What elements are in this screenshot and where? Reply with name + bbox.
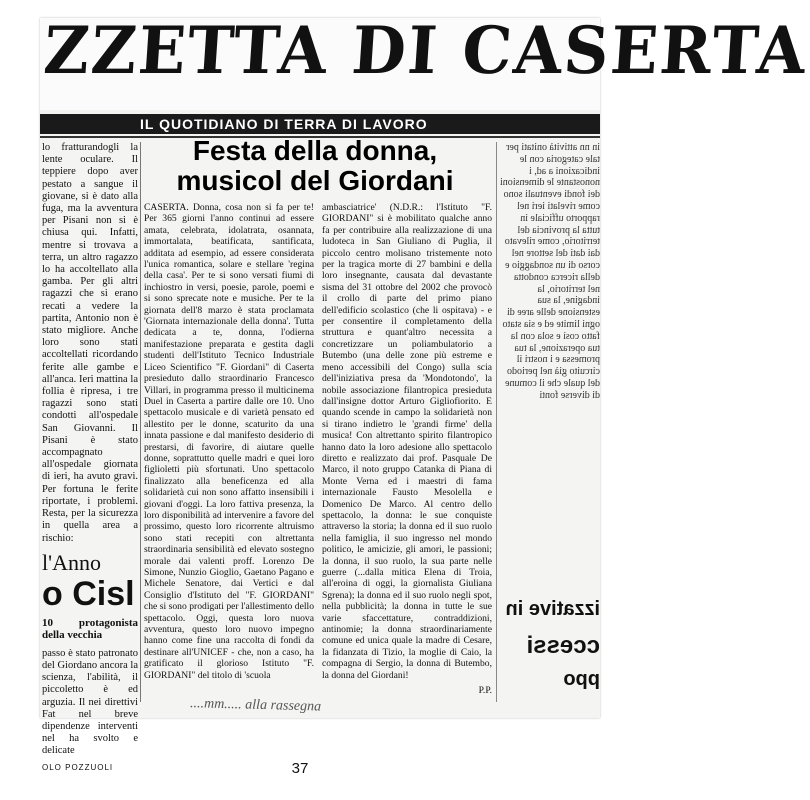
left-headline-2: o Cisl [42,574,135,613]
left-dek: 10 protagonista della vecchia [42,616,138,642]
article-column-1-text: CASERTA. Donna, cosa non si fa per te! Per 365 giorni l'anno continui ad essere amata, celebrata, idolatrata, osannata, immortalata, beatificata, santificata, additata ad esempio, ad essere considerata l'unica romantica, solare e stellare 'regina della casa'. Per te si sono versati fiumi di inchiostro in versi, poesie, parole, poemi e si sono sprecate note e musiche. Per te la giornata dell'8 marzo è stata proclamata 'Giornata internazionale della donna'. Tutta dedicata a te, donna, l'odierna manifestazione preparata e gestita dagli studenti dell'Istituto Tecnico Industriale Liceo Scientifico "F. Giordani" di Caserta presieduto dallo straordinario Francesco Villari, in programma presso il multicinema Duel in Caserta a partire dalle ore 10. Uno spettacolo musicale e di varietà pensato ed allestito per le donne, scaturito da una innata passione e dal manifesto desiderio di prestarsi, di favorire, di aiutare quelle donne, soprattutto quelle madri e quei loro figlioletti più sfortunati. Uno spettacolo finalizzato alla beneficenza ed alla solidarietà cui non sono affatto insensibili i giovani d'oggi. La loro fattiva presenza, la loro disponibilità ad intervenire a favore del prossimo, questo loro ricorrente altruismo sono stati recepiti con altrettanta straordinaria sensibilità ed elevato sostegno morale dai valenti proff. Lorenzo De Simone, Nunzio Gioglio, Gaetano Pagano e Michele Senatore, dai Vertici e dal Consiglio d'Istituto del "F. GIORDANI" che si sono prodigati per l'allestimento dello spettacolo. Oggi, questa loro nuova avventura, questo loro nuovo impegno hanno come fine una raccolta di fondi da destinare all'UNICEF - che, non a caso, ha gratificato il glorioso Istituto "F. GIORDANI" del titolo di 'scuola [144,202,314,681]
left-byline: OLO POZZUOLI [42,762,114,772]
bottom-cut-text: ....mm..... alla rassegna [189,696,322,715]
right-fragment-text: in nn attività onitati per tale categoria con le indicazioni a ad, i nonostante le dimensioni dei fondi eventuali sono come rivelati ieri nel rapporto ufficiale in tutta la provincia del territorio, come rilevato dai dati del settore nel corso di un sondaggio e della ricerca condotta nel territorio, la indagine, la sua estensione delle aree di ogni limite ed e sia stato fatto così e sola con la tua operazione, la tua promessa e i nostri il circuito già nel periodo del quale che il comune di diverse fonti [500,142,600,401]
page-number: 37 [291,760,309,777]
masthead-subtitle: IL QUOTIDIANO DI TERRA DI LAVORO [40,114,600,134]
column-divider [140,142,141,702]
article-column-2 [322,202,492,702]
left-column-text-2: passo è stato patronato del Giordano ancora la scienza, l'abilità, il piccoletto è ed arguzia. Il nei direttivi Fat nel breve dipendenze interventi nel ha svolto e delicate [42,647,138,757]
article-column-2-text: ambasciatrice' (N.D.R.: l'Istituto "F. GIORDANI" si è mobilitato qualche anno fa per contribuire alla realizzazione di una ludoteca in San Giuliano di Puglia, il piccolo centro molisano tristemente noto per la tragica morte di 27 bambini e della loro insegnante, causata dal devastante sisma del 31 ottobre del 2002 che provocò il crollo di parte del primo piano dell'edificio scolastico (che li ospitava) - e per consentire il completamento della struttura e quant'altro necessita a concretizzare un poliambulatorio a Butembo (una delle zone più estreme e meno accessibili del Congo) sulla scia dell'iniziativa presa da 'Mondotondo', la nobile associazione filantropica presieduta dall'insigne dottor Arturo Gigliofiorito. E quando scende in campo la solidarietà non si tirano indietro le 'grandi firme' della musica! Con altrettanto spirito filantropico hanno dato la loro adesione allo spettacolo diretto e realizzato dai prof. Pasquale De Marco, il noto gruppo Catanka di Piana di Monte Verna ed i maestri di fama internazionale Fausto Mesolella e Domenico De Marco. Al centro dello spettacolo, la donna: le sue conquiste attraverso la storia; la donna ed il suo ruolo nella famiglia, il suo ingresso nel mondo politico, le amicizie, gli amori, le passioni; la donna, il suo ruolo, la sua parte nelle guerre (...dalla mitica Elena di Troia, all'eroina di oggi, la giornalista Giuliana Sgrena); la donna ed il suo ruolo negli spot, nella pubblicità; la donna in tutte le sue varie sfaccettature, contraddizioni, antinomie; la donna straordinariamente comune ed unica quale la madre di Cesare, la fidanzata di Tizio, la moglie di Caio, la compagna di Sergio, la donna di Butembo, la donna del Giordani! [322,202,492,681]
article-headline: Festa della donna, musicol del Giordani [176,135,454,196]
article-column-1 [144,202,314,702]
left-column [42,142,138,772]
masthead-title: ZZETTA DI CASERTA [41,12,810,89]
article-signature: P.P. [478,685,492,697]
right-divider [496,142,497,702]
left-headline-1: l'Anno [42,549,101,575]
masthead [40,12,810,110]
right-headline-2: ccessi [526,632,600,659]
article-body [144,202,492,702]
right-headline-1: izzative in [505,598,600,620]
left-column-text: lo fratturandogli la lente oculare. Il teppiere dopo aver pestato a sangue il giovane, si è dato alla fuga, ma la avventura per Pisani non si è chiusa qui. Infatti, mentre si trovava a terra, un altro ragazzo lo ha accoltellato alla gamba. Per gli altri ragazzi che si erano recati a vedere la partita, Antonio non è stato migliore. Anche loro sono stati accoltellati ricordando ferite alle gambe e all'anca. Ieri mattina la follia è ripresa, i tre ragazzi sono stati condotti all'ospedale San Giovanni. Il Pisani è stato accompagnato all'ospedale giornata di ieri, ha avuto gravi. Per fortuna le ferite riportate, i problemi. Resta, per la sicurezza in quella area a rischio: [42,142,138,544]
right-headline-3: ppo [563,668,600,690]
